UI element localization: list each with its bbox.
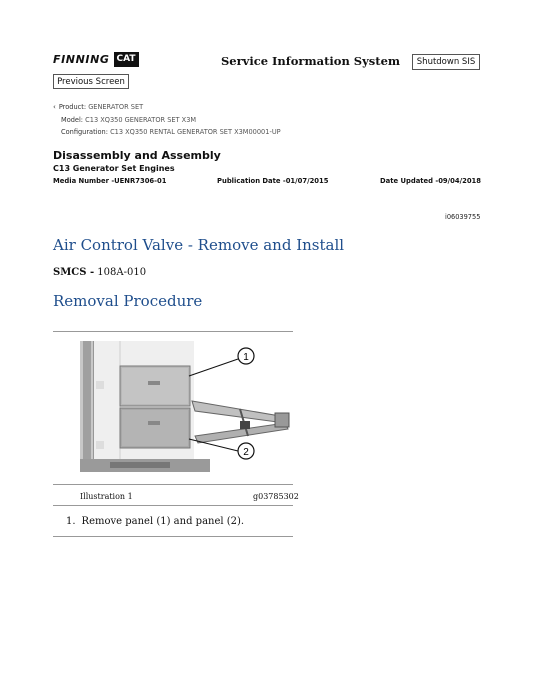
model-value: C13 XQ350 GENERATOR SET X3M: [85, 116, 197, 124]
configuration-value: C13 XQ350 RENTAL GENERATOR SET X3M00001-UP: [110, 128, 281, 136]
chevron-left-icon[interactable]: ‹: [53, 103, 56, 111]
shutdown-sis-button[interactable]: Shutdown SIS: [412, 54, 480, 70]
generator-panel-illustration: [80, 341, 292, 472]
model-row: [61, 116, 196, 124]
divider-caption: [53, 505, 293, 506]
cat-logo-badge: CAT: [114, 52, 139, 67]
document-title: Disassembly and Assembly: [53, 149, 221, 162]
date-updated: Date Updated -09/04/2018: [380, 177, 482, 185]
step-text: Remove panel (1) and panel (2).: [81, 516, 245, 527]
configuration-row: [61, 128, 281, 136]
image-id: i06039755: [445, 213, 481, 221]
previous-screen-button[interactable]: Previous Screen: [53, 74, 129, 89]
smcs-code: [53, 267, 146, 278]
illustration-id: g03785302: [253, 492, 299, 501]
product-value: GENERATOR SET: [88, 103, 144, 111]
illustration-caption: Illustration 1: [80, 492, 133, 501]
step-1: [66, 516, 244, 527]
smcs-value: 108A-010: [97, 267, 147, 278]
divider-figure: [53, 484, 293, 485]
section-heading: Removal Procedure: [53, 292, 203, 310]
callout-1-label: 1: [243, 352, 249, 363]
page-title: Service Information System: [221, 54, 401, 68]
divider-bottom: [53, 536, 293, 537]
publication-date: Publication Date -01/07/2015: [217, 177, 329, 185]
product-key: Product:: [58, 103, 87, 111]
document-subtitle: C13 Generator Set Engines: [53, 164, 175, 173]
finning-logo-text: FINNING: [53, 52, 110, 66]
callout-2-label: 2: [243, 447, 249, 458]
procedure-heading: Air Control Valve - Remove and Install: [53, 236, 345, 254]
breadcrumb-product[interactable]: [53, 103, 143, 111]
divider-top: [53, 331, 293, 332]
model-key: Model:: [61, 116, 84, 124]
illustration-image: [80, 341, 292, 472]
configuration-key: Configuration:: [61, 128, 108, 136]
smcs-label: SMCS -: [53, 267, 95, 278]
finning-cat-logo: [53, 51, 139, 67]
media-number: Media Number -UENR7306-01: [53, 177, 167, 185]
step-number: 1.: [66, 516, 76, 527]
